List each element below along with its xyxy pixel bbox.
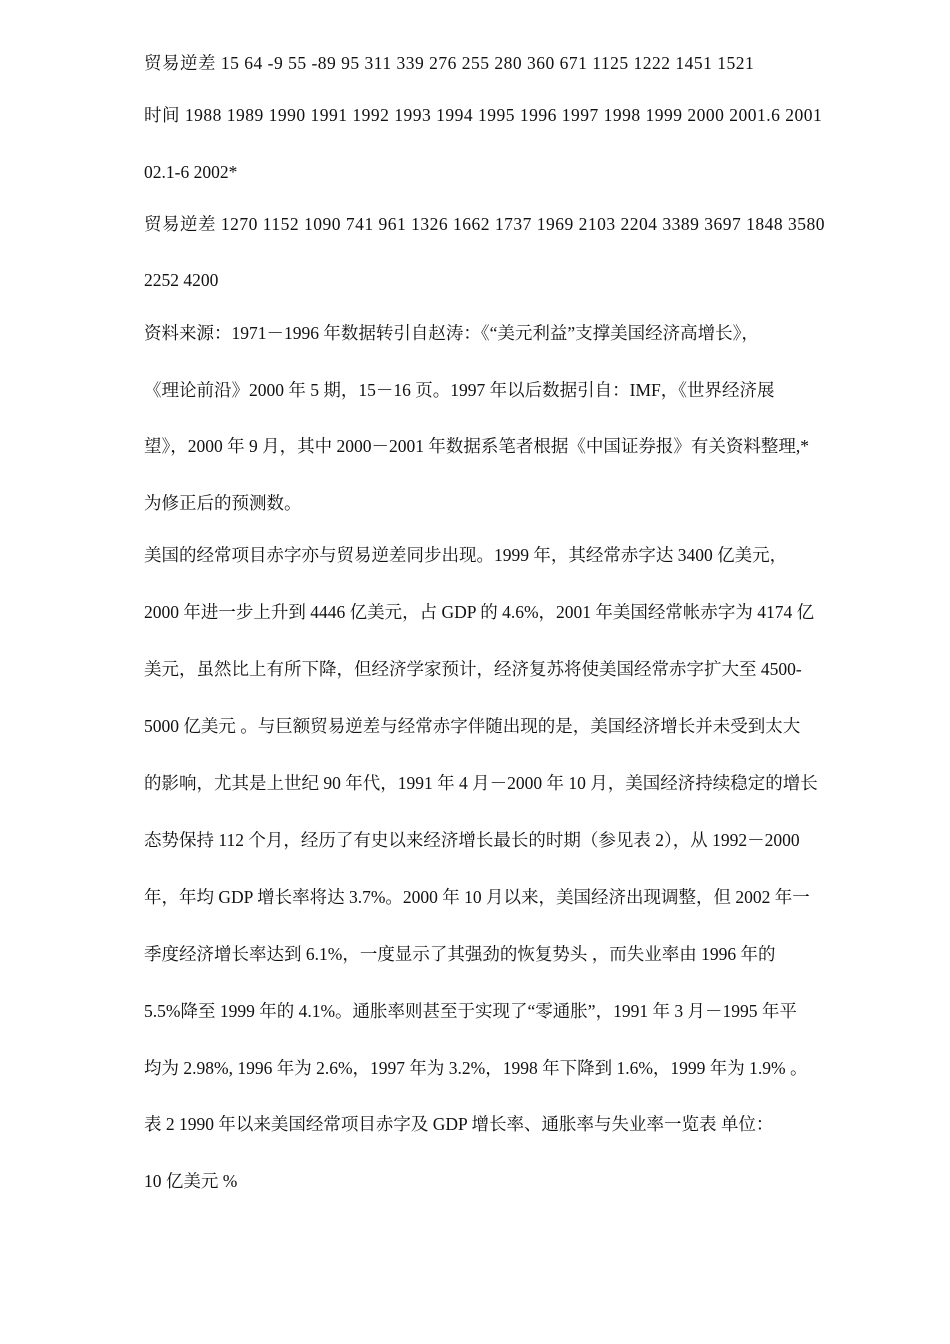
table-caption-line-1: 表 2 1990 年以来美国经常项目赤字及 GDP 增长率、通胀率与失业率一览表 单位： — [144, 1114, 774, 1134]
paragraph-line-5: 的影响，尤其是上世纪 90 年代，1991 年 4 月－2000 年 10 月，美国经济持续稳定的增长 — [144, 773, 818, 793]
trade-deficit-row-1: 贸易逆差 15 64 -9 55 -89 95 311 339 276 255 280 360 671 1125 1222 1451 1521 — [144, 53, 755, 73]
paragraph-line-10: 均为 2.98%, 1996 年为 2.6%，1997 年为 3.2%，1998 年下降到 1.6%，1999 年为 1.9% 。 — [144, 1058, 808, 1078]
source-note-line-4: 为修正后的预测数。 — [144, 493, 302, 513]
paragraph-line-6: 态势保持 112 个月，经历了有史以来经济增长最长的时期（参见表 2），从 1992－2000 — [144, 830, 800, 850]
paragraph-line-7: 年，年均 GDP 增长率将达 3.7%。2000 年 10 月以来，美国经济出现调整，但 2002 年一 — [144, 887, 810, 907]
trade-deficit-row-2-continued: 2252 4200 — [144, 270, 219, 290]
table-caption-line-2: 10 亿美元 % — [144, 1171, 238, 1191]
source-note-line-1: 资料来源：1971－1996 年数据转引自赵涛：《“美元利益”支撑美国经济高增长》， — [144, 323, 759, 343]
source-note-line-3: 望》，2000 年 9 月，其中 2000－2001 年数据系笔者根据《中国证券报》有关资料整理,* — [144, 436, 809, 456]
paragraph-line-4: 5000 亿美元 。与巨额贸易逆差与经常赤字伴随出现的是，美国经济增长并未受到太大 — [144, 716, 801, 736]
paragraph-line-9: 5.5%降至 1999 年的 4.1%。通胀率则甚至于实现了“零通胀”，1991 年 3 月－1995 年平 — [144, 1001, 797, 1021]
trade-deficit-row-2: 贸易逆差 1270 1152 1090 741 961 1326 1662 1737 1969 2103 2204 3389 3697 1848 3580 — [144, 214, 825, 234]
paragraph-line-3: 美元，虽然比上有所下降，但经济学家预计，经济复苏将使美国经常赤字扩大至 4500- — [144, 659, 802, 679]
paragraph-line-1: 美国的经常项目赤字亦与贸易逆差同步出现。1999 年，其经常赤字达 3400 亿美元， — [144, 545, 788, 565]
paragraph-line-8: 季度经济增长率达到 6.1%，一度显示了其强劲的恢复势头 ，而失业率由 1996 年的 — [144, 944, 776, 964]
time-row-2-continued: 02.1-6 2002* — [144, 162, 238, 182]
source-note-line-2: 《理论前沿》2000 年 5 期，15－16 页。1997 年以后数据引自：IMF，《世界经济展 — [144, 380, 775, 400]
time-row-2: 时间 1988 1989 1990 1991 1992 1993 1994 1995 1996 1997 1998 1999 2000 2001.6 2001 — [144, 105, 823, 125]
paragraph-line-2: 2000 年进一步上升到 4446 亿美元，占 GDP 的 4.6%，2001 年美国经常帐赤字为 4174 亿 — [144, 602, 815, 622]
